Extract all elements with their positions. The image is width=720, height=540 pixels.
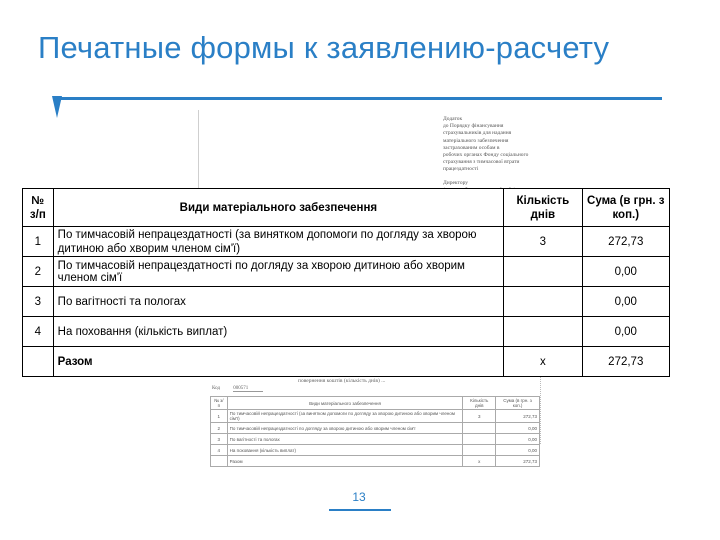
mini-cell: Разом bbox=[227, 456, 463, 467]
total-sum: 272,73 bbox=[582, 347, 669, 377]
header-type: Види матеріального забезпечення bbox=[53, 189, 503, 227]
mini-table-row bbox=[211, 445, 540, 456]
table-row bbox=[23, 317, 670, 347]
document-header-line: матеріального забезпечення bbox=[443, 137, 509, 144]
row-days bbox=[504, 317, 582, 347]
total-num bbox=[23, 347, 54, 377]
row-type: По вагітності та пологах bbox=[53, 287, 503, 317]
row-days bbox=[504, 257, 582, 287]
row-num: 4 bbox=[23, 317, 54, 347]
row-type: На поховання (кількість виплат) bbox=[53, 317, 503, 347]
mini-cell: На поховання (кількість виплат) bbox=[227, 445, 463, 456]
page-number-underline bbox=[329, 509, 391, 511]
row-num: 2 bbox=[23, 257, 54, 287]
row-days: 3 bbox=[504, 227, 582, 257]
row-num: 1 bbox=[23, 227, 54, 257]
document-header-line: страхувальників для надання bbox=[443, 130, 512, 137]
title-underline bbox=[60, 97, 662, 100]
mini-cell: 3 bbox=[211, 434, 228, 445]
document-header-line: застрахованим особам в bbox=[443, 144, 500, 151]
mini-table-row bbox=[211, 456, 540, 467]
mini-header-cell: Сума (в грн. з коп.) bbox=[496, 397, 540, 410]
mini-cell: 0,00 bbox=[496, 423, 540, 434]
table-row bbox=[23, 287, 670, 317]
mini-cell: 1 bbox=[211, 410, 228, 423]
document-code-label: Код bbox=[212, 386, 220, 391]
document-header-line: страхування з тимчасової втрати bbox=[443, 159, 520, 166]
mini-cell: 2 bbox=[211, 423, 228, 434]
header-num: № з/п bbox=[23, 189, 54, 227]
mini-cell bbox=[463, 434, 496, 445]
document-code-value: 000571 bbox=[233, 386, 263, 392]
mini-cell: 0,00 bbox=[496, 445, 540, 456]
mini-header-cell: Кількість днів bbox=[463, 397, 496, 410]
mini-cell: 4 bbox=[211, 445, 228, 456]
mini-table-header bbox=[211, 397, 540, 410]
row-sum: 272,73 bbox=[582, 227, 669, 257]
mini-cell: По вагітності та пологах bbox=[227, 434, 463, 445]
document-header-line: робочих органах Фонду соціального bbox=[443, 152, 529, 159]
row-sum: 0,00 bbox=[582, 287, 669, 317]
mini-cell: По тимчасовій непрацездатності по догляду за хворою дитиною або хворим членом сім'ї bbox=[227, 423, 463, 434]
row-sum: 0,00 bbox=[582, 317, 669, 347]
page-number: 13 bbox=[352, 490, 366, 504]
mini-table-row bbox=[211, 434, 540, 445]
mini-cell: 272,73 bbox=[496, 410, 540, 423]
row-num: 3 bbox=[23, 287, 54, 317]
mini-table-row bbox=[211, 410, 540, 423]
row-type: По тимчасовій непрацездатності по догляду за хворою дитиною або хворим членом сім'ї bbox=[53, 257, 503, 287]
document-mini-table bbox=[210, 396, 540, 467]
mini-cell: x bbox=[463, 456, 496, 467]
mini-header-cell: № з/п bbox=[211, 397, 228, 410]
benefits-table bbox=[22, 188, 670, 377]
total-label: Разом bbox=[53, 347, 503, 377]
mini-cell: По тимчасовій непрацездатності (за винятком допомоги по догляду за хворою дитиною або хворим членом сім'ї) bbox=[227, 410, 463, 423]
document-margin-line bbox=[198, 110, 199, 190]
slide-title: Печатные формы к заявлению-расчету bbox=[38, 30, 610, 65]
mini-cell bbox=[463, 423, 496, 434]
row-days bbox=[504, 287, 582, 317]
table-total-row bbox=[23, 347, 670, 377]
row-type: По тимчасовій непрацездатності (за винятком допомоги по догляду за хворою дитиною або хворим членом сім'ї) bbox=[53, 227, 503, 257]
mini-table-row bbox=[211, 423, 540, 434]
document-header bbox=[443, 116, 543, 194]
document-text-line: повернення коштів (кількість днів) ... bbox=[298, 378, 386, 384]
total-days: x bbox=[504, 347, 582, 377]
mini-cell: 3 bbox=[463, 410, 496, 423]
mini-cell bbox=[463, 445, 496, 456]
table-row bbox=[23, 257, 670, 287]
mini-header-cell: Види матеріального забезпечення bbox=[227, 397, 463, 410]
table-row bbox=[23, 227, 670, 257]
header-days: Кількість днів bbox=[504, 189, 582, 227]
document-header-line: Додаток bbox=[443, 116, 463, 122]
mini-cell: 0,00 bbox=[496, 434, 540, 445]
document-header-line: працездатності bbox=[443, 166, 479, 173]
row-sum: 0,00 bbox=[582, 257, 669, 287]
table-header-row bbox=[23, 189, 670, 227]
mini-cell bbox=[211, 456, 228, 467]
header-sum: Сума (в грн. з коп.) bbox=[582, 189, 669, 227]
mini-cell: 272,73 bbox=[496, 456, 540, 467]
document-header-line: до Порядку фінансування bbox=[443, 123, 504, 130]
document-dotted-edge bbox=[540, 372, 545, 444]
document-code bbox=[212, 386, 263, 392]
document-addressee: Директору bbox=[443, 179, 468, 186]
